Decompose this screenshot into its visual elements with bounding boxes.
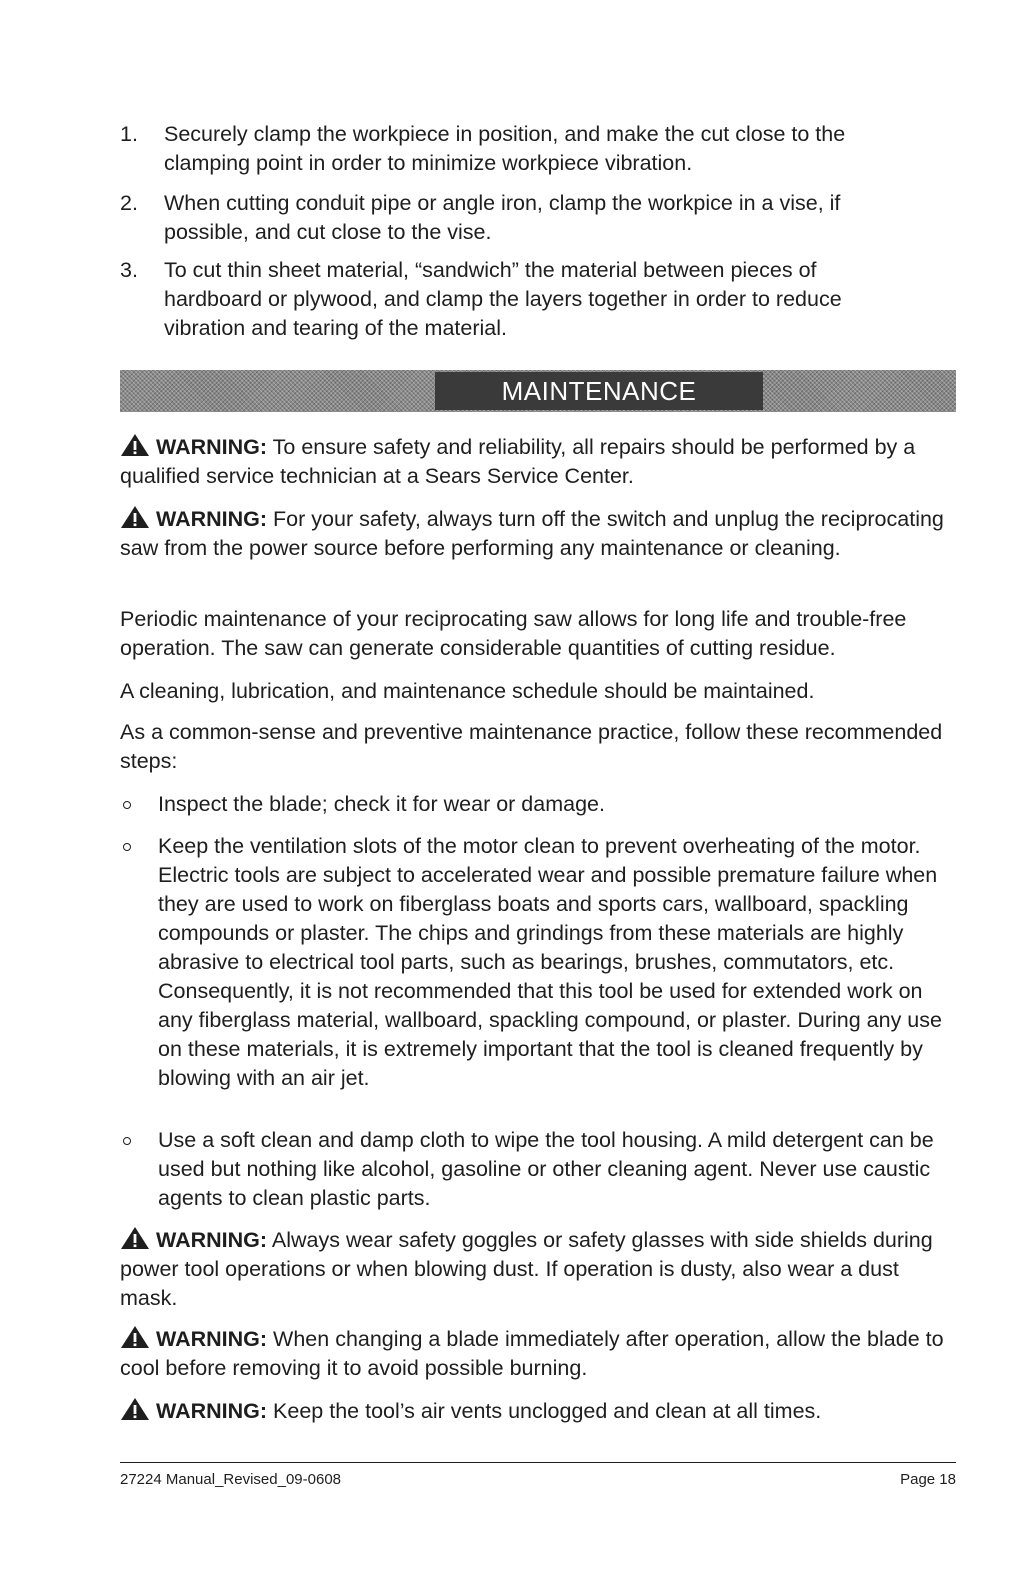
list-item bbox=[120, 1126, 960, 1213]
warning-block bbox=[120, 1397, 960, 1426]
step-text: Securely clamp the workpiece in position, and make the cut close to the clamping point in order to minimize workpiece vibration. bbox=[164, 122, 846, 175]
section-banner bbox=[120, 370, 956, 412]
warning-text: Keep the tool’s air vents unclogged and clean at all times. bbox=[267, 1399, 822, 1423]
warning-triangle-icon bbox=[120, 1397, 150, 1421]
step-number: 3. bbox=[120, 258, 138, 282]
bullet-icon bbox=[123, 1137, 131, 1145]
warning-triangle-icon bbox=[120, 1325, 150, 1349]
list-item-text: Keep the ventilation slots of the motor clean to prevent overheating of the motor. Electric tools are subject to accelerated wear and possible premature failure when they are used to work on fiberglass boats and sports cars, wallboard, spackling compounds or plaster. The chips and grindings from these materials are highly abrasive to electrical tool parts, such as bearings, brushes, commutators, etc. Consequently, it is not recommended that this tool be used for extended work on any fiberglass material, wallboard, spackling compound, or plaster. During any use on these materials, it is extremely important that the tool is cleaned frequently by blowing with an air jet. bbox=[158, 834, 942, 1090]
step-item bbox=[120, 256, 920, 343]
step-number: 2. bbox=[120, 191, 138, 215]
warning-triangle-icon bbox=[120, 505, 150, 529]
body-paragraph: A cleaning, lubrication, and maintenance schedule should be maintained. bbox=[120, 679, 815, 703]
warning-label: WARNING: bbox=[156, 435, 268, 459]
body-paragraph: As a common-sense and preventive maintenance practice, follow these recommended steps: bbox=[120, 720, 943, 773]
warning-triangle-icon bbox=[120, 433, 150, 457]
list-item bbox=[120, 790, 960, 819]
warning-block bbox=[120, 1226, 960, 1313]
step-number: 1. bbox=[120, 122, 138, 146]
footer-page-number: Page 18 bbox=[900, 1471, 956, 1488]
warning-label: WARNING: bbox=[156, 507, 268, 531]
section-title: MAINTENANCE bbox=[435, 372, 763, 410]
step-item bbox=[120, 189, 920, 247]
list-item-text: Use a soft clean and damp cloth to wipe the tool housing. A mild detergent can be used but nothing like alcohol, gasoline or other cleaning agent. Never use caustic agents to clean plastic parts. bbox=[158, 1128, 934, 1210]
warning-text: For your safety, always turn off the switch and unplug the reciprocating saw from the power source before performing any maintenance or cleaning. bbox=[120, 507, 944, 560]
list-item-text: Inspect the blade; check it for wear or damage. bbox=[158, 792, 605, 816]
warning-block bbox=[120, 1325, 960, 1383]
step-text: To cut thin sheet material, “sandwich” the material between pieces of hardboard or plywood, and clamp the layers together in order to reduce vibration and tearing of the material. bbox=[164, 258, 842, 340]
footer-doc-id: 27224 Manual_Revised_09-0608 bbox=[120, 1471, 342, 1488]
step-text: When cutting conduit pipe or angle iron, clamp the workpice in a vise, if possible, and cut close to the vise. bbox=[164, 191, 841, 244]
warning-block bbox=[120, 505, 960, 563]
body-paragraph: Periodic maintenance of your reciprocating saw allows for long life and trouble-free operation. The saw can generate considerable quantities of cutting residue. bbox=[120, 607, 907, 660]
warning-triangle-icon bbox=[120, 1226, 150, 1250]
footer-divider bbox=[120, 1462, 956, 1463]
warning-text: Always wear safety goggles or safety glasses with side shields during power tool operations or when blowing dust. If operation is dusty, also wear a dust mask. bbox=[120, 1228, 933, 1310]
warning-label: WARNING: bbox=[156, 1327, 268, 1351]
list-item bbox=[120, 832, 960, 1093]
step-item bbox=[120, 120, 920, 178]
warning-block bbox=[120, 433, 960, 491]
warning-label: WARNING: bbox=[156, 1399, 268, 1423]
warning-label: WARNING: bbox=[156, 1228, 268, 1252]
bullet-icon bbox=[123, 843, 131, 851]
warning-text: To ensure safety and reliability, all repairs should be performed by a qualified service technician at a Sears Service Center. bbox=[120, 435, 916, 488]
bullet-icon bbox=[123, 801, 131, 809]
warning-text: When changing a blade immediately after operation, allow the blade to cool before removing it to avoid possible burning. bbox=[120, 1327, 944, 1380]
